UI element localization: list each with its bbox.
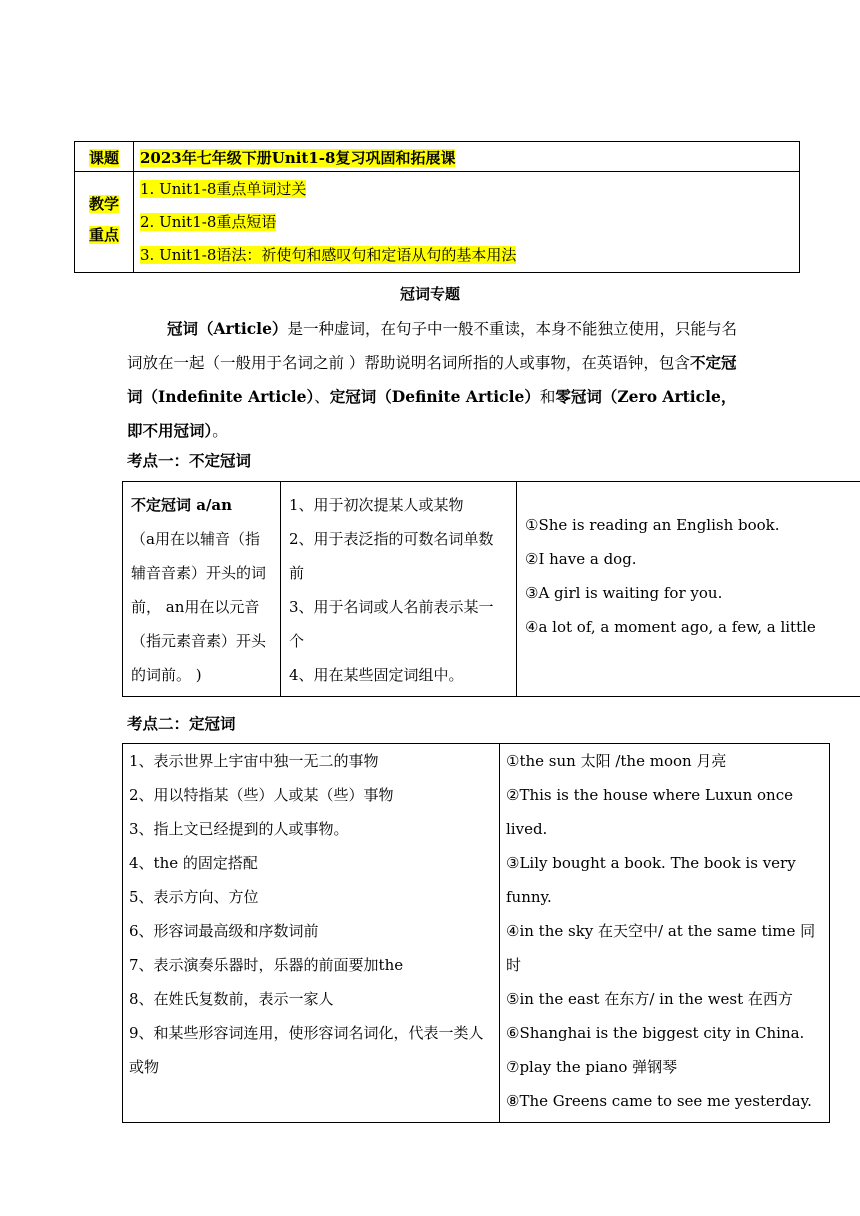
usage-item: 8、在姓氏复数前，表示一家人 <box>129 990 334 1008</box>
usage-item: 2、用以特指某（些）人或某（些）事物 <box>129 786 394 804</box>
example-item: ①She is reading an English book. <box>525 516 780 534</box>
usage-item: 3、用于名词或人名前表示某一个 <box>289 598 494 650</box>
intro-sep: 、 <box>314 388 330 406</box>
intro-paragraph <box>127 312 739 448</box>
focus-items-cell <box>134 172 800 273</box>
example-item: ⑦play the piano 弹钢琴 <box>506 1058 678 1076</box>
example-item: ②I have a dog. <box>525 550 637 568</box>
intro-term-article: 冠词（Article） <box>167 319 288 338</box>
focus-label-cell <box>75 172 134 273</box>
topic-title-cell <box>134 142 800 172</box>
definite-examples-cell <box>500 744 830 1123</box>
usage-item: 2、用于表泛指的可数名词单数前 <box>289 530 494 582</box>
example-item: ③A girl is waiting for you. <box>525 584 723 602</box>
section2-title: 考点二：定冠词 <box>127 714 236 733</box>
example-item: ⑧The Greens came to see me yesterday. <box>506 1092 812 1110</box>
intro-text: 是一种虚词，在句子中一般不重读，本身不能独立使用，只能与名词放在一起（一般用于名词之前 ）帮助说明名词所指的人或事物，在英语钟，包含 <box>127 320 737 372</box>
section1-title: 考点一：不定冠词 <box>127 451 252 470</box>
usage-item: 6、形容词最高级和序数词前 <box>129 922 319 940</box>
intro-end: 。 <box>212 422 228 440</box>
example-item: ①the sun 太阳 /the moon 月亮 <box>506 752 727 770</box>
definite-article-table <box>122 743 830 1123</box>
usage-item: 4、用在某些固定词组中。 <box>289 666 464 684</box>
example-item: ⑤in the east 在东方/ in the west 在西方 <box>506 990 793 1008</box>
usage-item: 7、表示演奏乐器时，乐器的前面要加the <box>129 956 404 974</box>
focus-label-line1: 教学 <box>88 195 119 213</box>
example-item: ④a lot of, a moment ago, a few, a little <box>525 618 816 636</box>
usage-item: 1、表示世界上宇宙中独一无二的事物 <box>129 752 379 770</box>
indefinite-def-cell <box>123 482 281 697</box>
intro-term-definite: 定冠词（Definite Article） <box>329 387 540 406</box>
example-item: ⑥Shanghai is the biggest city in China. <box>506 1024 805 1042</box>
example-item: ④in the sky 在天空中/ at the same time 同时 <box>506 922 816 974</box>
intro-and: 和 <box>539 388 556 406</box>
indefinite-title: 不定冠词 a/an <box>131 496 233 514</box>
focus-item: 3. Unit1-8语法：祈使句和感叹句和定语从句的基本用法 <box>140 246 517 264</box>
intro-term-indefinite: 不定冠词（Indefinite Article） <box>127 353 737 406</box>
lesson-title: 2023年七年级下册Unit1-8复习巩固和拓展课 <box>140 149 456 167</box>
indefinite-explanation: （a用在以辅音（指辅音音素）开头的词前， an用在以元音（指元素音素）开头的词前。 ) <box>131 530 267 684</box>
focus-item: 1. Unit1-8重点单词过关 <box>140 180 307 198</box>
topic-label: 课题 <box>88 149 119 167</box>
indefinite-article-table <box>122 481 860 697</box>
topic-label-cell <box>75 142 134 172</box>
focus-item: 2. Unit1-8重点短语 <box>140 213 277 231</box>
usage-item: 9、和某些形容词连用，使形容词名词化，代表一类人或物 <box>129 1024 484 1076</box>
section-heading: 冠词专题 <box>399 285 460 303</box>
usage-item: 5、表示方向、方位 <box>129 888 259 906</box>
example-item: ③Lily bought a book. The book is very funny. <box>506 854 796 906</box>
usage-item: 1、用于初次提某人或某物 <box>289 496 464 514</box>
lesson-header-table <box>74 141 800 273</box>
intro-term-zero: 零冠词（Zero Article，即不用冠词） <box>127 387 737 440</box>
example-item: ②This is the house where Luxun once lived. <box>506 786 793 838</box>
usage-item: 4、the 的固定搭配 <box>129 854 258 872</box>
definite-uses-cell <box>123 744 500 1123</box>
focus-label-line2: 重点 <box>88 226 119 244</box>
indefinite-examples-cell <box>517 482 860 697</box>
usage-item: 3、指上文已经提到的人或事物。 <box>129 820 349 838</box>
indefinite-uses-cell <box>281 482 517 697</box>
